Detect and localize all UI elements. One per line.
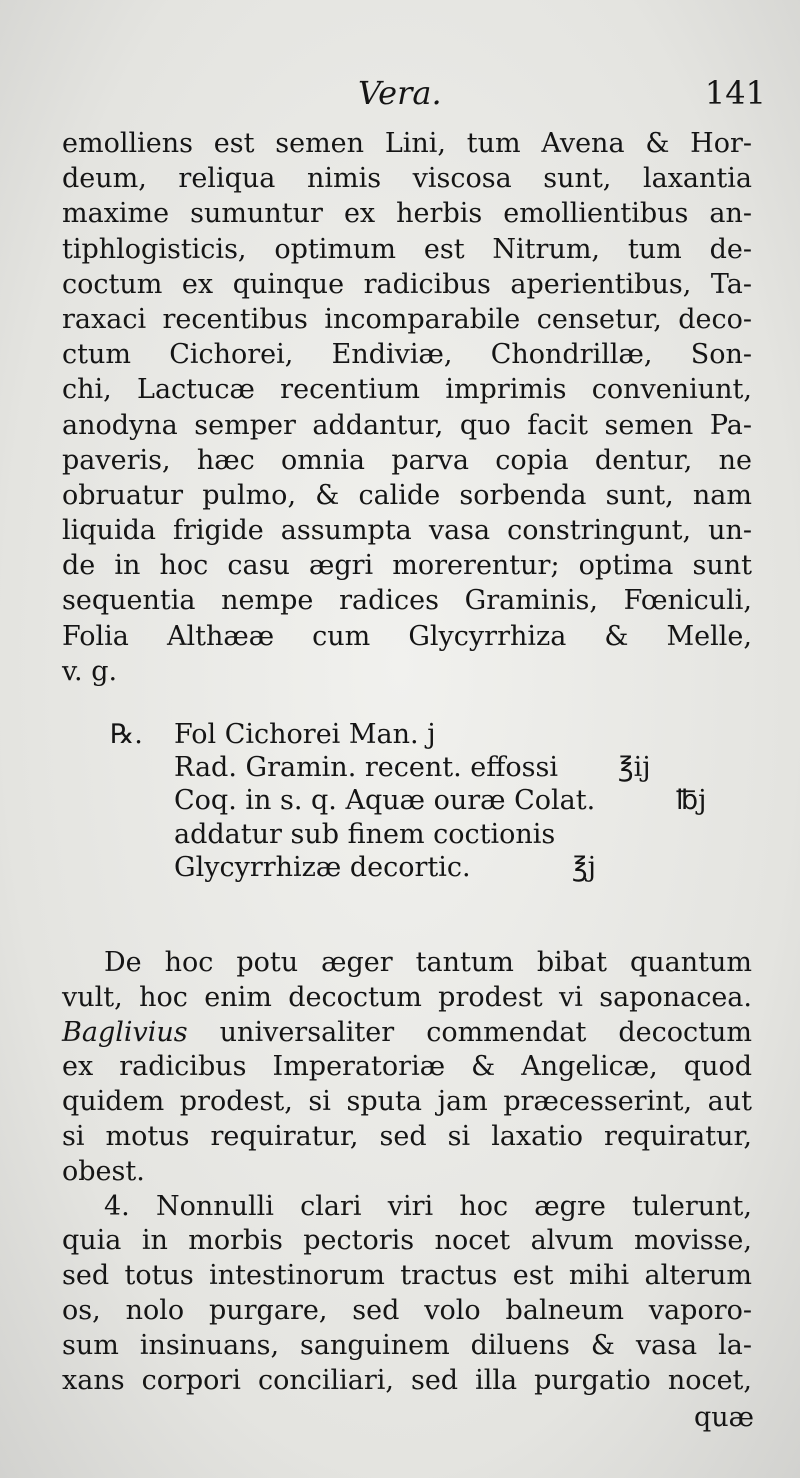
page-header xyxy=(62,74,766,120)
recipe-quantity: ℥j xyxy=(572,851,596,883)
text-line: v. g. xyxy=(62,655,118,687)
recipe-ingredient: Fol Cichorei Man. j xyxy=(174,719,436,750)
text-line: Baglivius universaliter commendat decoctum xyxy=(62,1016,752,1048)
recipe-line xyxy=(110,851,690,884)
text-line: tiphlogisticis, optimum est Nitrum, tum de- xyxy=(62,233,752,265)
text-line: obruatur pulmo, & calide sorbenda sunt, nam xyxy=(62,479,752,511)
text-line: obest. xyxy=(62,1155,145,1187)
recipe-line xyxy=(110,818,690,851)
text-line: anodyna semper addantur, quo facit semen Pa- xyxy=(62,409,752,441)
recipe-block xyxy=(110,718,707,884)
text-line: sequentia nempe radices Graminis, Fœniculi, xyxy=(62,585,752,617)
recipe-symbol: ℞. xyxy=(110,719,143,750)
text-line: 4. Nonnulli clari viri hoc ægre tulerunt, xyxy=(104,1190,752,1222)
recipe-ingredient: Coq. in s. q. Aquæ ouræ Colat. xyxy=(174,785,596,817)
text-line: emolliens est semen Lini, tum Avena & Hor- xyxy=(62,128,752,159)
text-line: Folia Althææ cum Glycyrrhiza & Melle, xyxy=(62,620,752,652)
recipe-ingredient: addatur sub finem coctionis xyxy=(174,818,556,850)
text-line: si motus requiratur, sed si laxatio requiratur, xyxy=(62,1120,752,1152)
text-line: deum, reliqua nimis viscosa sunt, laxantia xyxy=(62,163,752,195)
text-line: quia in morbis pectoris nocet alvum movisse, xyxy=(62,1225,752,1257)
text-line: paveris, hæc omnia parva copia dentur, ne xyxy=(62,444,752,476)
text-line: sum insinuans, sanguinem diluens & vasa la- xyxy=(62,1329,752,1361)
recipe-quantity: ℔j xyxy=(676,785,707,817)
recipe-line xyxy=(110,784,707,817)
page-number: 141 xyxy=(704,74,766,112)
text-line: raxaci recentibus incomparabile censetur, deco- xyxy=(62,303,752,335)
text-line: quidem prodest, si sputa jam præcesserint, aut xyxy=(62,1086,752,1118)
text-line: maxime sumuntur ex herbis emollientibus an- xyxy=(62,198,752,230)
paragraph-1 xyxy=(62,126,752,689)
text-line: chi, Lactucæ recentium imprimis conveniunt, xyxy=(62,374,752,406)
running-head: Vera. xyxy=(358,74,442,112)
text-line: coctum ex quinque radicibus aperientibus, Ta- xyxy=(62,268,752,300)
text-line: De hoc potu æger tantum bibat quantum xyxy=(104,947,752,978)
text-line: ex radicibus Imperatoriæ & Angelicæ, quod xyxy=(62,1051,752,1083)
recipe-ingredient: Glycyrrhizæ decortic. xyxy=(174,851,471,883)
text-line: sed totus intestinorum tractus est mihi alterum xyxy=(62,1260,752,1292)
catchword: quæ xyxy=(693,1402,754,1433)
text-line: liquida frigide assumpta vasa constringunt, un- xyxy=(62,515,752,547)
recipe-quantity: ℥ij xyxy=(618,752,651,784)
text-line: vult, hoc enim decoctum prodest vi saponacea. xyxy=(62,981,752,1013)
recipe-ingredient: Rad. Gramin. recent. effossi xyxy=(174,752,559,784)
text-line: ctum Cichorei, Endiviæ, Chondrillæ, Son- xyxy=(62,339,752,371)
text-line: os, nolo purgare, sed volo balneum vaporo- xyxy=(62,1294,752,1326)
paragraph-2 xyxy=(62,946,752,1398)
recipe-line xyxy=(110,751,690,784)
recipe-line xyxy=(110,718,690,751)
text-line: xans corpori conciliari, sed illa purgatio nocet, xyxy=(62,1364,752,1396)
text-line: de in hoc casu ægri morerentur; optima sunt xyxy=(62,550,752,582)
